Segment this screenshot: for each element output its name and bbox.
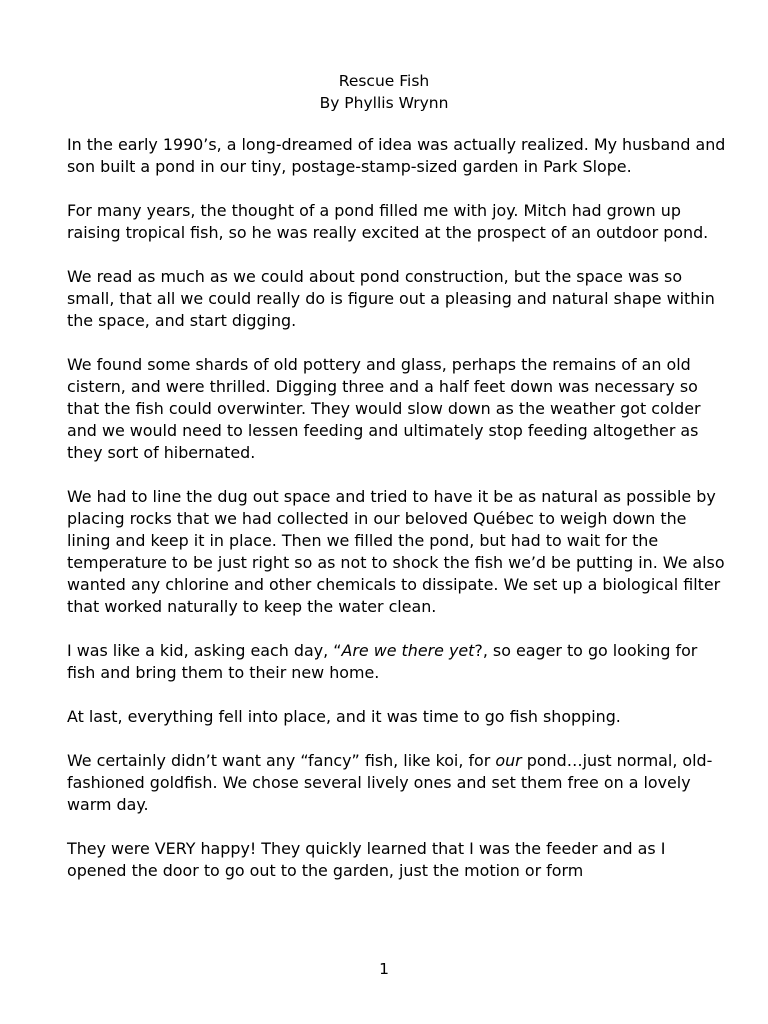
paragraph-5: We had to line the dug out space and tried to have it be as natural as possible by placing rocks that we had collected in our beloved Québec to weigh down the lining and keep it in place. Then we filled the pond, but had to wait for the temperature to be just right so as not to shock the fish we’d be putting in. We also wanted any chlorine and other chemicals to dissipate. We set up a biological filter that worked naturally to keep the water clean.: [67, 487, 725, 616]
document-byline: By Phyllis Wrynn: [319, 94, 449, 112]
paragraph-3: We read as much as we could about pond construction, but the space was so small, that all we could really do is figure out a pleasing and natural shape within the space, and start digging.: [67, 267, 715, 330]
paragraph-2: For many years, the thought of a pond filled me with joy. Mitch had grown up raising tropical fish, so he was really excited at the prospect of an outdoor pond.: [67, 201, 709, 242]
body-text: [67, 134, 727, 882]
document-title: Rescue Fish: [338, 72, 430, 90]
paragraph-8-emphasis: our: [495, 751, 522, 770]
paragraph-6: [67, 640, 727, 684]
paragraph-6-text-after: ?, so eager to go looking for fish and bring them to their new home.: [67, 641, 698, 682]
paragraph-6-emphasis: Are we there yet: [341, 641, 475, 660]
title-block: [0, 70, 768, 114]
paragraph-7: At last, everything fell into place, and it was time to go fish shopping.: [67, 707, 621, 726]
paragraph-1: In the early 1990’s, a long-dreamed of idea was actually realized. My husband and son built a pond in our tiny, postage-stamp-sized garden in Park Slope.: [67, 135, 726, 176]
paragraph-8-text-before: We certainly didn’t want any “fancy” fish, like koi, for: [67, 751, 496, 770]
paragraph-8-text-after: pond…just normal, old-fashioned goldfish. We chose several lively ones and set them free on a lovely warm day.: [67, 751, 713, 814]
paragraph-9: They were VERY happy! They quickly learned that I was the feeder and as I opened the door to go out to the garden, just the motion or form: [67, 839, 666, 880]
paragraph-4: We found some shards of old pottery and glass, perhaps the remains of an old cistern, and were thrilled. Digging three and a half feet down was necessary so that the fish could overwinter. They would slow down as the weather got colder and we would need to lessen feeding and ultimately stop feeding altogether as they sort of hibernated.: [67, 355, 701, 462]
paragraph-6-text-before: I was like a kid, asking each day, “: [67, 641, 342, 660]
paragraph-8: [67, 750, 727, 816]
page-number: 1: [379, 960, 389, 978]
